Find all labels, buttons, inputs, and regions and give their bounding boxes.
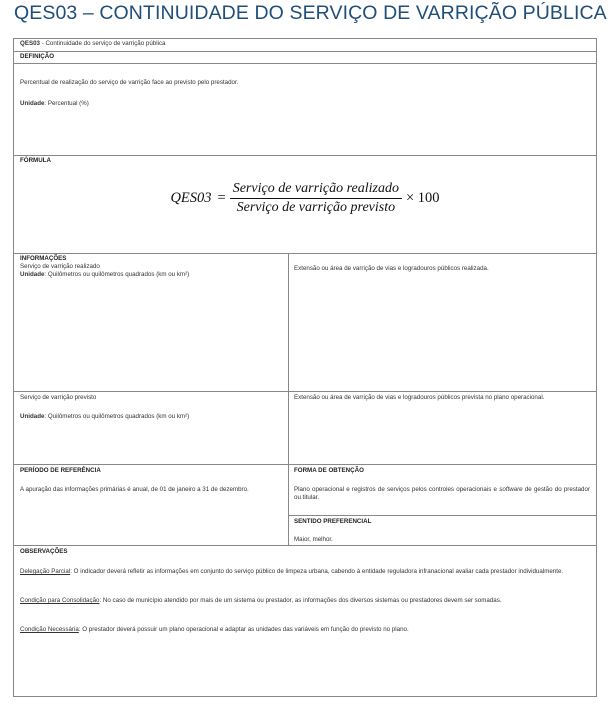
definition-unit bbox=[20, 100, 89, 108]
note-text: : O prestador deverá possuir um plano operacional e adaptar as unidades das variáveis em função do previsto no plano. bbox=[78, 626, 409, 633]
page-title: QES03 – CONTINUIDADE DO SERVIÇO DE VARRIÇÃO PÚBLICA bbox=[14, 2, 607, 24]
info-var1-name: Serviço de varrição realizado bbox=[20, 263, 100, 270]
obtention-text-part: de gestão do prestador ou titular. bbox=[294, 486, 591, 502]
indicator-header bbox=[20, 40, 166, 48]
divider bbox=[14, 63, 596, 64]
direction-text: Maior, melhor. bbox=[294, 536, 333, 543]
unit-label: Unidade bbox=[20, 100, 45, 107]
formula-equals: = bbox=[217, 189, 226, 206]
indicator-sheet bbox=[13, 38, 597, 697]
unit-label: Unidade bbox=[20, 271, 45, 278]
info-var1-unit bbox=[20, 271, 189, 279]
divider bbox=[14, 464, 596, 465]
divider bbox=[14, 391, 596, 392]
notes-heading: OBSERVAÇÕES bbox=[20, 548, 68, 555]
unit-value: : Quilômetros ou quilômetros quadrados (km ou km²) bbox=[44, 413, 190, 420]
info-var2-unit bbox=[20, 413, 189, 421]
unit-value: : Quilômetros ou quilômetros quadrados (km ou km²) bbox=[44, 271, 190, 278]
formula-heading: FÓRMULA bbox=[20, 157, 51, 164]
period-heading: PERÍODO DE REFERÊNCIA bbox=[20, 467, 101, 474]
indicator-code: QES03 bbox=[20, 40, 40, 47]
definition-text: Percentual de realização do serviço de varrição face ao previsto pelo prestador. bbox=[20, 79, 239, 86]
info-var1-description: Extensão ou área de varrição de vias e logradouros públicos realizada. bbox=[294, 265, 489, 272]
obtention-text-part: Plano operacional e registros de serviços pelos controles operacionais e bbox=[294, 486, 500, 493]
period-text: A apuração das informações primárias é anual, de 01 de janeiro a 31 de dezembro. bbox=[20, 486, 249, 493]
note-text: : No caso de município atendido por mais de um sistema ou prestador, as informações dos diversos sistemas ou prestadores devem ser somadas. bbox=[99, 597, 502, 604]
note-label: Condição Necessária bbox=[20, 626, 79, 633]
info-heading: INFORMAÇÕES bbox=[20, 255, 67, 262]
divider bbox=[14, 545, 596, 546]
obtention-text-italic: software bbox=[499, 486, 523, 493]
note-label: Condição para Consolidação bbox=[20, 597, 100, 604]
note-item bbox=[20, 568, 590, 576]
note-item bbox=[20, 597, 590, 605]
note-label: Delegação Parcial bbox=[20, 568, 71, 575]
divider bbox=[14, 155, 596, 156]
column-divider bbox=[288, 253, 289, 545]
info-var2-description: Extensão ou área de varrição de vias e logradouros públicos prevista no plano operacional. bbox=[294, 394, 545, 401]
info-var2-name: Serviço de varrição previsto bbox=[20, 394, 97, 401]
obtention-heading: FORMA DE OBTENÇÃO bbox=[294, 467, 364, 474]
unit-value: : Percentual (%) bbox=[44, 100, 89, 107]
obtention-text bbox=[294, 486, 590, 503]
formula-expression bbox=[14, 175, 596, 221]
definition-heading: DEFINIÇÃO bbox=[20, 53, 55, 60]
formula-fraction bbox=[230, 181, 402, 216]
divider bbox=[14, 253, 596, 254]
note-text: : O indicador deverá refletir as informações em conjunto do serviço público de limpeza urbana, cabendo à entidade reguladora infranacional avaliar cada prestador individualmente. bbox=[70, 568, 564, 575]
indicator-name: - Continuidade do serviço de varrição pública bbox=[39, 40, 166, 47]
divider bbox=[288, 515, 596, 516]
formula-denominator: Serviço de varrição previsto bbox=[236, 199, 396, 215]
formula-lhs: QES03 bbox=[170, 189, 212, 206]
unit-label: Unidade bbox=[20, 413, 45, 420]
formula-numerator: Serviço de varrição realizado bbox=[230, 181, 402, 199]
note-item bbox=[20, 626, 590, 634]
formula-multiplier: × 100 bbox=[406, 189, 440, 206]
divider bbox=[14, 51, 596, 52]
direction-heading: SENTIDO PREFERENCIAL bbox=[294, 518, 372, 525]
